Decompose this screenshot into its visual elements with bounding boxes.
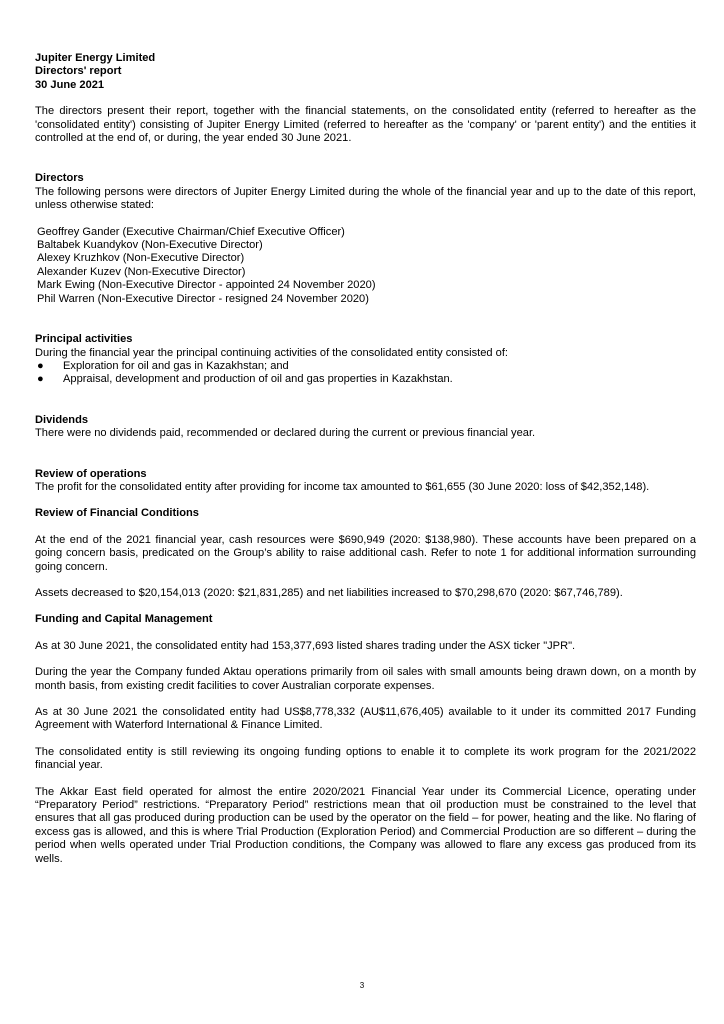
principal-activities-intro: During the financial year the principal continuing activities of the consolidated entity consisted of: xyxy=(35,346,508,359)
report-date: 30 June 2021 xyxy=(35,78,105,91)
dividends-text: There were no dividends paid, recommended or declared during the current or previous financial year. xyxy=(35,427,536,440)
funding-paragraph-4: The consolidated entity is still reviewing its ongoing funding options to enable it to complete its work program for the 2021/2022 financial year. xyxy=(35,745,696,772)
funding-paragraph-1: As at 30 June 2021, the consolidated entity had 153,377,693 listed shares trading under the ASX ticker "JPR". xyxy=(35,639,576,652)
review-financial-paragraph-1: At the end of the 2021 financial year, cash resources were $690,949 (2020: $138,980). These accounts have been prepared on a going concern basis, predicated on the Group’s ability to raise additional cash. Refer to note 1 for additional information surrounding going concern. xyxy=(35,533,696,573)
intro-paragraph: The directors present their report, together with the financial statements, on the consolidated entity (referred to hereafter as the 'consolidated entity') consisting of Jupiter Energy Limited (referred to hereafter as the 'company' or 'parent entity') and the entities it controlled at the end of, or during, the year ended 30 June 2021. xyxy=(35,105,696,145)
director-item: Phil Warren (Non-Executive Director - resigned 24 November 2020) xyxy=(37,292,369,305)
directors-heading: Directors xyxy=(35,172,84,185)
review-operations-text: The profit for the consolidated entity after providing for income tax amounted to $61,655 (30 June 2020: loss of $42,352,148). xyxy=(35,480,650,493)
funding-paragraph-5: The Akkar East field operated for almost the entire 2020/2021 Financial Year under its Commercial Licence, operating under “Preparatory Period” restrictions. “Preparatory Period” restrictions mean that oil production must be constrained to the level that ensures that all gas produced during production can be used by the operator on the field – for power, heating and the like. No flaring of excess gas is allowed, and this is where Trial Production (Exploration Period) and Commercial Production are so different – during the period when wells operated under Trial Production conditions, the Company was allowed to flare any excess gas produced from its wells. xyxy=(35,785,696,865)
directors-section xyxy=(35,172,696,306)
page-number: 3 xyxy=(359,981,365,990)
funding-section xyxy=(35,613,696,866)
dividends-section xyxy=(35,414,696,441)
principal-activities-list xyxy=(35,360,696,387)
directors-intro: The following persons were directors of Jupiter Energy Limited during the whole of the financial year and up to the date of this report, unless otherwise stated: xyxy=(35,185,696,212)
review-financial-paragraph-2: Assets decreased to $20,154,013 (2020: $21,831,285) and net liabilities increased to $70,298,670 (2020: $67,746,789). xyxy=(35,586,623,599)
director-item: Baltabek Kuandykov (Non-Executive Director) xyxy=(37,239,263,252)
review-financial-section xyxy=(35,507,696,600)
company-name: Jupiter Energy Limited xyxy=(35,52,156,64)
director-item: Alexey Kruzhkov (Non-Executive Director) xyxy=(37,252,245,265)
director-item: Mark Ewing (Non-Executive Director - appointed 24 November 2020) xyxy=(37,279,376,292)
list-item-text: Exploration for oil and gas in Kazakhstan; and xyxy=(63,359,289,372)
review-financial-heading: Review of Financial Conditions xyxy=(35,507,199,520)
directors-list xyxy=(35,226,696,306)
report-header xyxy=(35,52,696,92)
principal-activities-section xyxy=(35,333,696,387)
list-item xyxy=(35,373,696,386)
dividends-heading: Dividends xyxy=(35,413,89,426)
list-item xyxy=(35,360,696,373)
list-item-text: Appraisal, development and production of oil and gas properties in Kazakhstan. xyxy=(63,373,453,386)
review-operations-section xyxy=(35,468,696,495)
principal-activities-heading: Principal activities xyxy=(35,333,133,346)
director-item: Geoffrey Gander (Executive Chairman/Chief Executive Officer) xyxy=(37,225,345,238)
funding-paragraph-2: During the year the Company funded Aktau operations primarily from oil sales with small amounts being drawn down, on a month by month basis, from existing credit facilities to cover Australian corporate expenses. xyxy=(35,666,696,692)
funding-heading: Funding and Capital Management xyxy=(35,613,213,626)
document-page xyxy=(35,52,696,866)
bullet-icon: ● xyxy=(37,373,44,386)
review-operations-heading: Review of operations xyxy=(35,467,147,480)
bullet-icon: ● xyxy=(37,359,44,372)
director-item: Alexander Kuzev (Non-Executive Director) xyxy=(37,265,246,278)
funding-paragraph-3: As at 30 June 2021 the consolidated entity had US$8,778,332 (AU$11,676,405) available to it under its committed 2017 Funding Agreement with Waterford International & Finance Limited. xyxy=(35,706,696,732)
report-title: Directors' report xyxy=(35,65,122,78)
